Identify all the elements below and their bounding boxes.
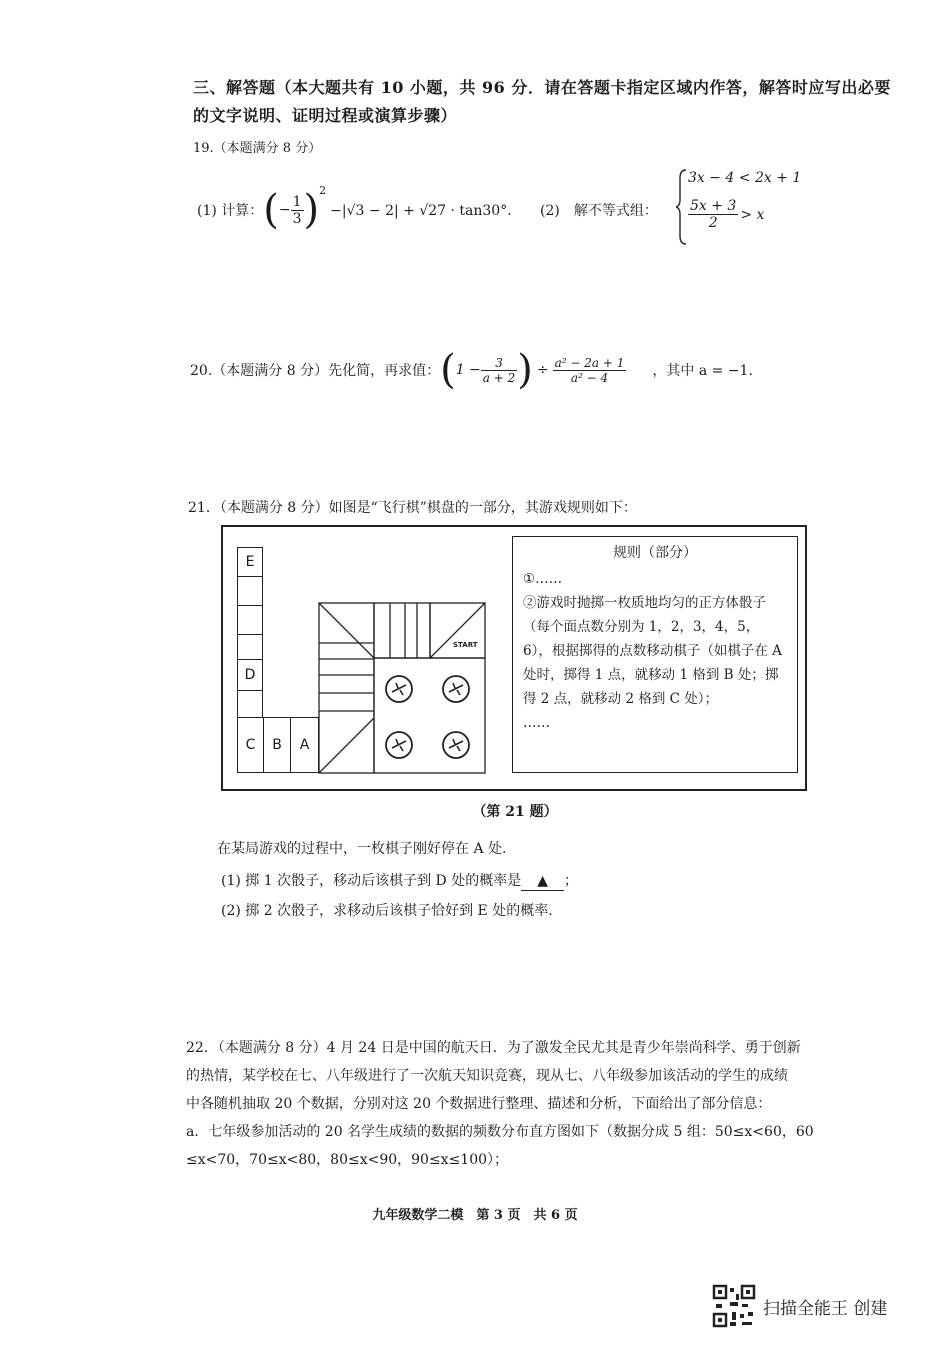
q22-text: 22．（本题满分 8 分）4 月 24 日是中国的航天日．为了激发全民尤其是青少年崇尚科学、勇于创新 的热情，某学校在七、八年级进行了一次航天知识竞赛，现从七、八年级参加该活动的学生的成绩 中各随机抽取 20 个数据，分别对这 20 个数据进行整理、描述和分析，下面给出了部分信息： a．七年级参加活动的 20 名学生成绩的数据的频数分布直方图如下（数据分成 5 组：50≤x<60，60 ≤x<70，70≤x<80，80≤x<90，90≤x≤100）； [186,1040,814,1168]
q20-line: 20.（本题满分 8 分）先化简，再求值： ( 1 − $\frac{3}{a + 2}$ ) ÷ $\frac{\text{a² − 2a + 1}}{\text{a² − 4}}$ ，其中 a = −1． [190,347,763,393]
rules-title: 规则（部分） [613,545,697,561]
airplane-icon [384,730,414,764]
q19-inequality-system [676,168,802,248]
q19-p1-exponent: 2 [319,184,327,197]
cell-a: A [290,717,319,773]
q19-p1-fraction: $\frac{1}{3}$ [292,193,302,227]
q19-header: 19.（本题满分 8 分） [193,141,322,156]
airplane-icon [441,730,471,764]
answer-blank: ▲ [521,872,564,891]
q21-intro: 在某局游戏的过程中，一枚棋子刚好停在 A 处. [217,841,507,857]
q20-lead: 20.（本题满分 8 分）先化简，再求值： [190,363,441,379]
rule-2: ②游戏时抛掷一枚质地均匀的正方体骰子（每个面点数分别为 1，2，3，4，5，6），根据掷得的点数移动棋子（如棋子在 A 处时，掷得 1 点，就移动 1 格到 B 处；掷得 2 点，就移动 2 格到 C 处）； [523,595,782,707]
q19-p2-label: (2) 解不等式组： [540,203,658,219]
q19-part1: (1) 计算： ( − $\frac{1}{3}$ ) $^2$ −|√3 − 2| + √27 · tan30°． [197,184,522,233]
cell-d: D [237,659,263,691]
brace-icon [676,168,688,246]
figure-caption: （第 21 题） [472,804,558,820]
page-footer: 九年级数学二模 第 3 页 共 6 页 [372,1208,578,1223]
q19-p1-rest: −|√3 − 2| + √27 · tan30°． [330,203,522,219]
section-heading: 三、解答题（本大题共有 10 小题，共 96 分．请在答题卡指定区域内作答，解答时应写出必要的文字说明、证明过程或演算步骤） [193,78,891,125]
q20-tail: ，其中 a = −1． [652,363,763,379]
start-label: START [453,641,478,649]
cell-e: E [237,547,263,577]
q19-ineq1: 3x − 4 < 2x + 1 [688,170,802,186]
q21-part2: (2) 掷 2 次骰子，求移动后该棋子恰好到 E 处的概率. [221,903,553,919]
cell-b: B [263,717,291,773]
q21-lead: 21．（本题满分 8 分）如图是“飞行棋”棋盘的一部分，其游戏规则如下： [188,500,637,516]
watermark-text: 扫描全能王 创建 [763,1299,888,1319]
cell-c: C [237,717,264,773]
q19-p1-label: (1) 计算： [197,203,264,219]
q19-ineq2: $\frac{5x + 3}{2}$ > x [690,198,765,231]
qr-code-icon [712,1284,756,1328]
q19-p1-neg: − [278,202,291,218]
rule-1: ①…… [523,571,563,587]
q20-fraction-1: $\frac{3}{a + 2}$ [482,355,516,385]
airplane-icon [384,674,414,708]
rules-box [512,536,798,773]
q21-part1: (1) 掷 1 次骰子，移动后该棋子到 D 处的概率是 ▲ ； [221,873,578,889]
airplane-icon [441,674,471,708]
q20-fraction-2: $\frac{\text{a² − 2a + 1}}{\text{a² − 4}}$ [554,355,625,385]
rule-end: …… [523,715,550,731]
